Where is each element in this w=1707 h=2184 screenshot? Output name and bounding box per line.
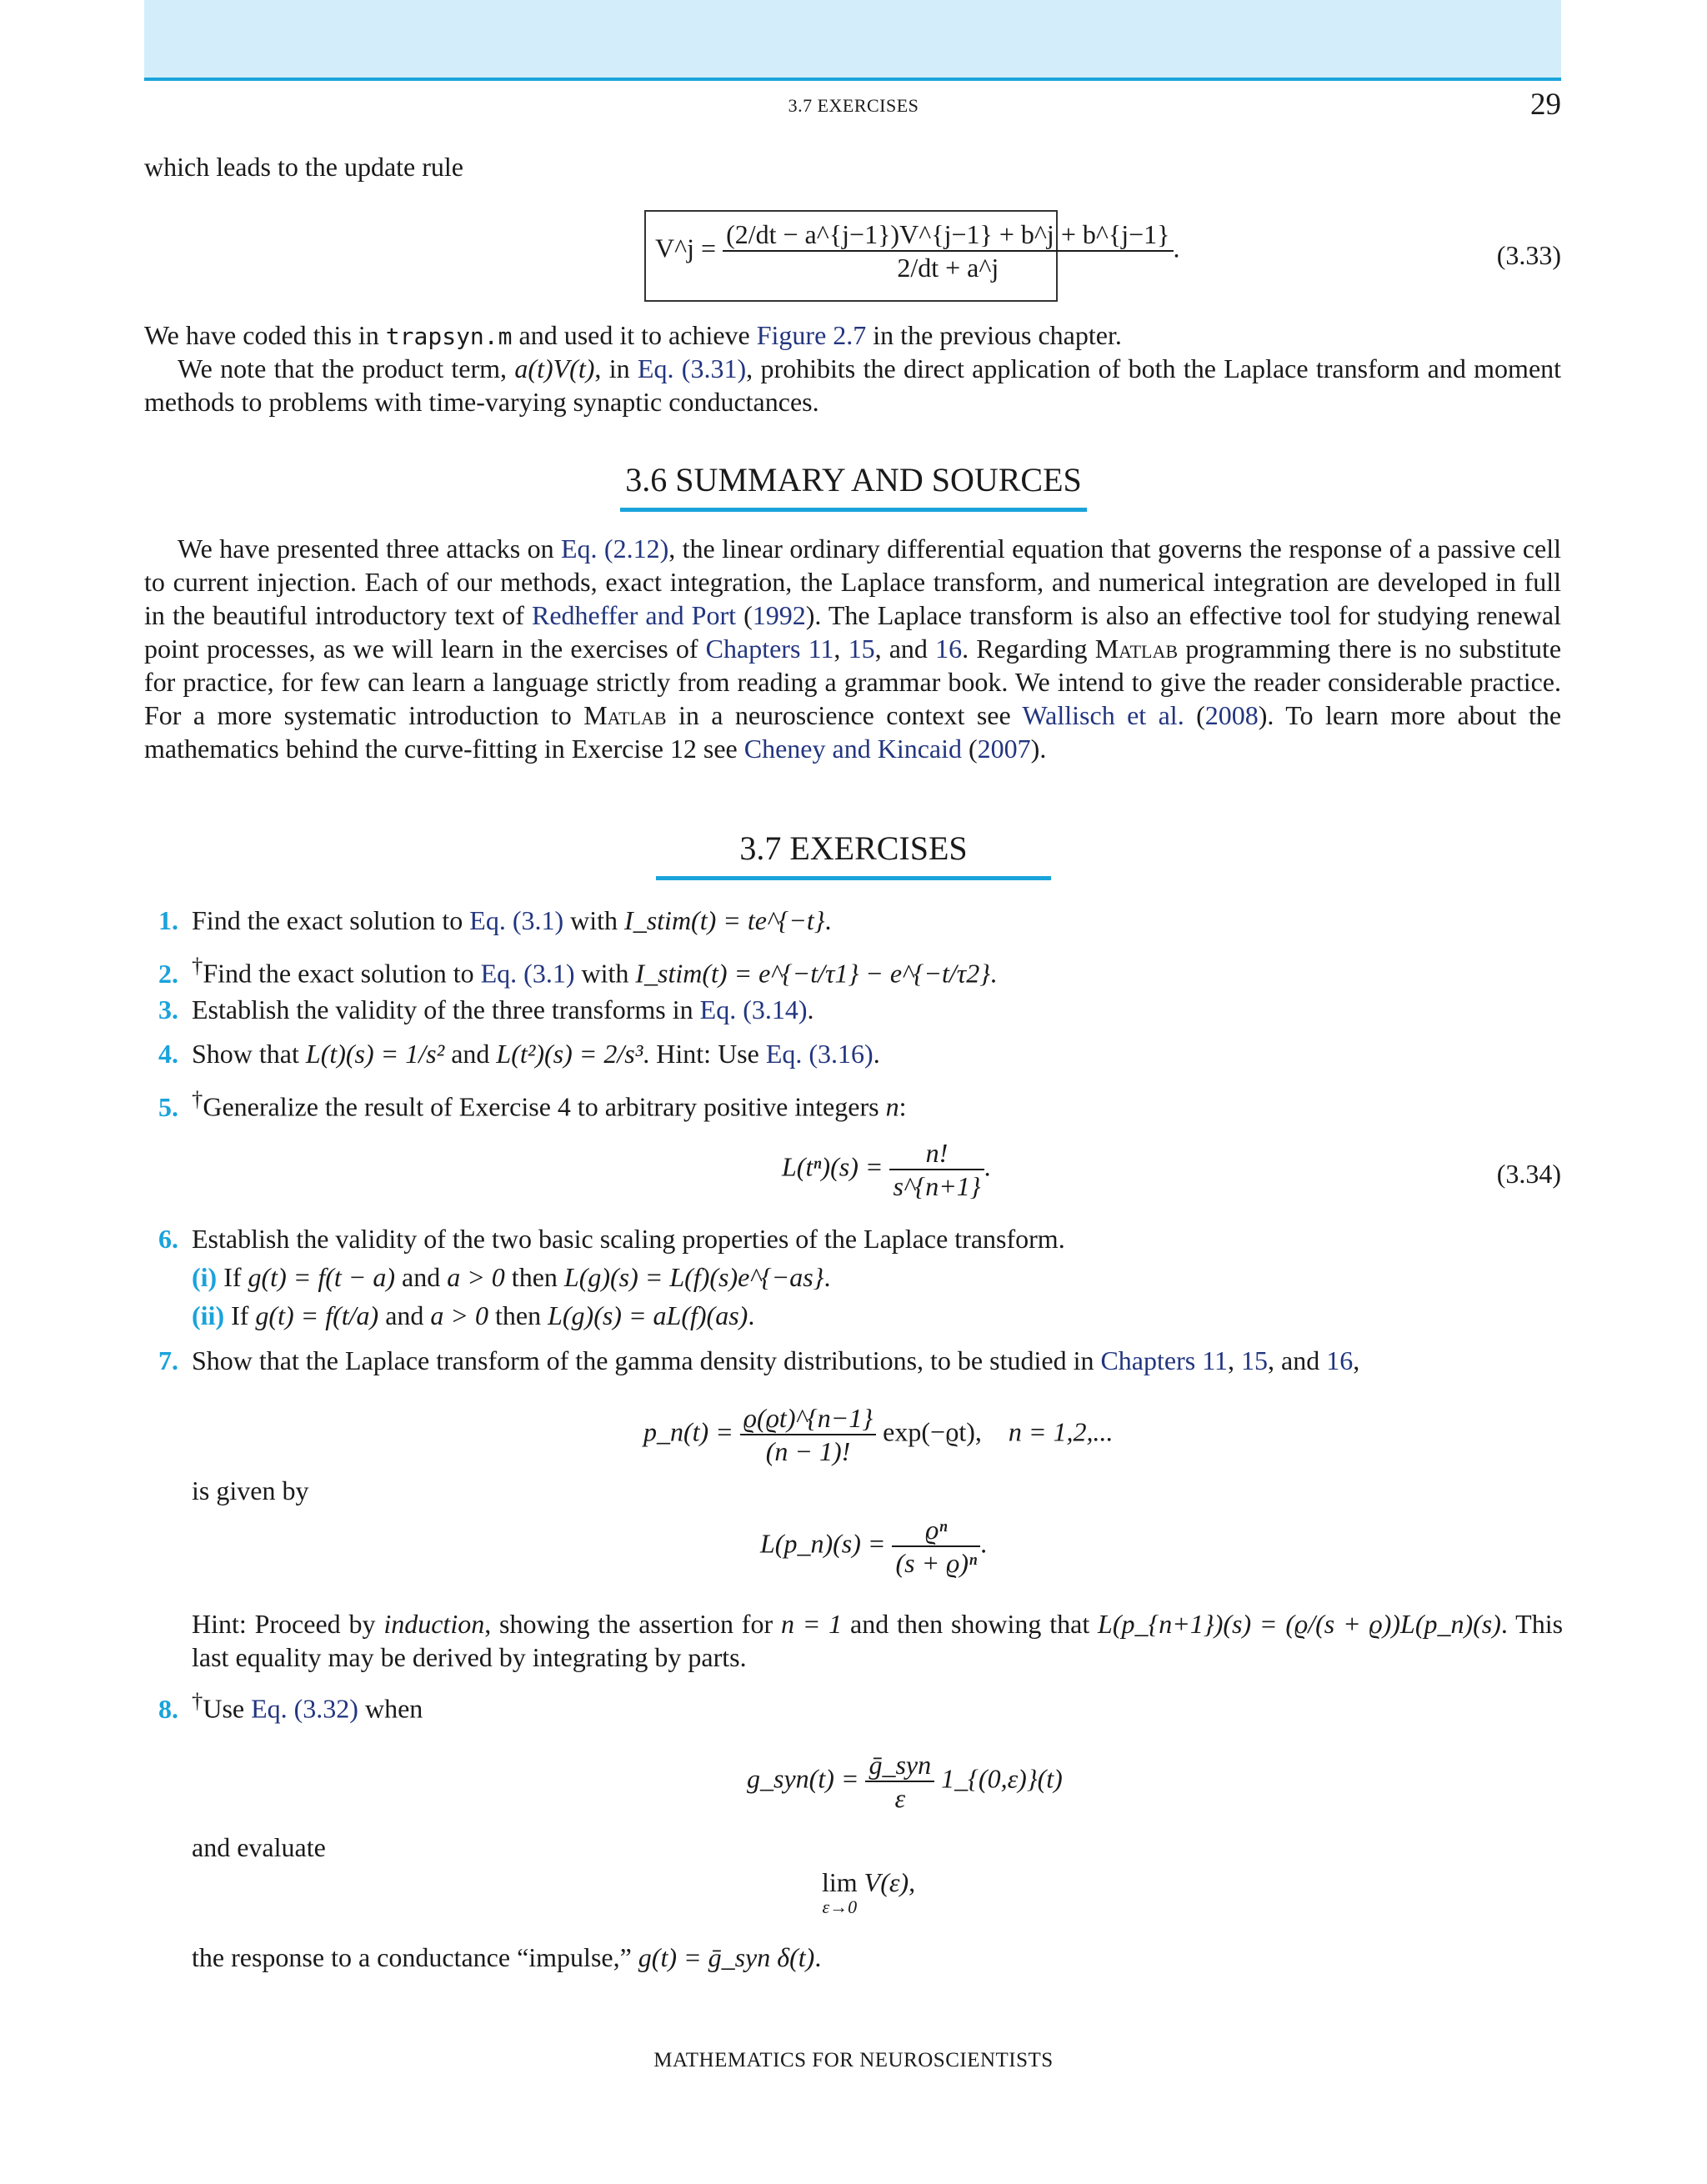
- exercise-text: Establish the validity of the three transforms in: [192, 994, 700, 1024]
- exercise-8-last: [192, 1941, 1563, 1974]
- summary-text: ,: [833, 634, 848, 664]
- eq334-fraction: [889, 1137, 984, 1202]
- summary-text: . Regarding: [962, 634, 1095, 664]
- equation-number-3-33: (3.33): [1496, 240, 1561, 270]
- summary-text: (: [736, 600, 753, 630]
- link-2008[interactable]: 2008: [1204, 700, 1259, 730]
- code-filename: trapsyn.m: [385, 323, 513, 350]
- exercise-text: .: [823, 1262, 831, 1292]
- hint-text: and then showing that: [842, 1609, 1099, 1639]
- subexercise-number: (i): [192, 1262, 218, 1292]
- equation-3-34: L(tⁿ)(s) = $\frac{n!}{s\^{}\{n+1\}}$ .: [782, 1138, 991, 1201]
- matlab-name: Matlab: [583, 700, 667, 730]
- hint-math: n = 1: [780, 1609, 843, 1639]
- equation-3-33: V^j = $\frac{(2/dt - a\^{}\{j-1\})V\^{}\{j-1\} + b\^{}j + b\^{}\{j-1\}}{2/dt + a\^{}j}$ .: [655, 219, 1180, 283]
- eq334-lhs: L(tⁿ)(s) =: [782, 1151, 884, 1182]
- exercise-6-ii: [192, 1299, 754, 1332]
- matlab-name: Matlab: [1094, 634, 1179, 664]
- eq333-denominator: 2/dt + a^j: [897, 253, 999, 283]
- exercise-text: ,: [1353, 1345, 1360, 1375]
- eqgsyn-denominator: ε: [894, 1783, 906, 1813]
- summary-text: We have presented three attacks on: [178, 533, 561, 564]
- exercise-text: .: [990, 958, 998, 989]
- exercise-number: 1.: [158, 905, 178, 935]
- exercise-text: If: [231, 1300, 256, 1330]
- eqpn-exp: exp(−ϱt),: [883, 1416, 982, 1447]
- limit-label: lim: [822, 1867, 858, 1897]
- para2-text-3: , prohibits the direct application of both the Laplace transform and moment methods to problems with time-varying synaptic conductances.: [144, 353, 1562, 417]
- eqgsyn-indicator: 1_{(0,ε)}(t): [941, 1763, 1063, 1794]
- exercise-text: . Hint: Use: [643, 1039, 766, 1069]
- summary-text: , and: [874, 634, 936, 664]
- summary-text: (: [1184, 700, 1205, 730]
- link-eq-3-32[interactable]: Eq. (3.32): [251, 1693, 358, 1724]
- link-eq-3-1[interactable]: Eq. (3.1): [469, 905, 564, 935]
- exercise-math: g(t) = f(t/a): [255, 1300, 379, 1330]
- exercise-math: I_stim(t) = e^{−t/τ1} − e^{−t/τ2}: [635, 958, 991, 989]
- eqpn-lhs: p_n(t) =: [643, 1416, 733, 1447]
- para1-text-2: and used it to achieve: [512, 320, 757, 350]
- para2-text-2: , in: [594, 353, 638, 383]
- link-wallisch[interactable]: Wallisch et al.: [1022, 700, 1184, 730]
- running-head: 3.7 EXERCISES: [788, 95, 919, 116]
- eqlpn-tail: .: [980, 1528, 988, 1559]
- exercise-text: Show that: [192, 1039, 306, 1069]
- exercise-math: L(t)(s) = 1/s²: [305, 1039, 445, 1069]
- equation-limit: [822, 1867, 915, 1917]
- exercise-text: .: [824, 905, 832, 935]
- para1-text-3: in the previous chapter.: [866, 320, 1122, 350]
- exercise-text: .: [807, 994, 814, 1024]
- equation-laplace-pn: [760, 1514, 987, 1579]
- exercise-number: 4.: [158, 1039, 178, 1069]
- summary-text: programming there is no substitute for practice, for few can learn a language strictly from reading a grammar book. We intend to give the reader considerable practice. For a more systematic introduction to: [144, 634, 1562, 730]
- eq333-fraction: [723, 218, 1173, 283]
- eq334-numerator: n!: [889, 1137, 984, 1170]
- eq333-numerator: (2/dt − a^{j−1})V^{j−1} + b^j + b^{j−1}: [723, 218, 1173, 252]
- exercise-text: Use: [203, 1693, 252, 1724]
- eqpn-denominator: (n − 1)!: [765, 1436, 851, 1466]
- section-heading-3-6: [0, 460, 1707, 512]
- summary-text: ).: [1030, 734, 1047, 764]
- summary-text: ). The Laplace transform is also an effective tool for studying renewal point processes, as we will learn in the exercises of: [144, 600, 1562, 664]
- exercise-text: Establish the validity of the two basic scaling properties of the Laplace transform.: [192, 1224, 1065, 1254]
- para2-text-1: We note that the product term,: [178, 353, 515, 383]
- footer-book-title: MATHEMATICS FOR NEUROSCIENTISTS: [653, 2049, 1054, 2071]
- summary-paragraph: [144, 532, 1561, 765]
- equation-gamma-density: [643, 1402, 1113, 1467]
- exercise-4: [158, 1037, 1567, 1070]
- link-redheffer-port[interactable]: Redheffer and Port: [531, 600, 736, 630]
- exercise-number: 5.: [158, 1091, 178, 1122]
- exercise-text: and: [395, 1262, 448, 1292]
- link-eq-3-16[interactable]: Eq. (3.16): [765, 1039, 874, 1069]
- limit-subscript: ε→0: [822, 1896, 858, 1917]
- exercise-6: [158, 1222, 1567, 1255]
- eq333-lhs: V^j =: [655, 233, 717, 263]
- exercise-text: ,: [1228, 1345, 1242, 1375]
- eqgsyn-numerator: ḡ_syn: [865, 1749, 934, 1782]
- exercise-text: with: [574, 958, 636, 989]
- exercise-number: 7.: [158, 1345, 178, 1375]
- exercise-math: I_stim(t) = te^{−t}: [624, 905, 825, 935]
- link-eq-3-14[interactable]: Eq. (3.14): [699, 994, 808, 1024]
- section-title-3-6: 3.6 SUMMARY AND SOURCES: [620, 460, 1087, 512]
- eqpn-range: n = 1,2,...: [1008, 1416, 1114, 1447]
- link-chapter-16[interactable]: 16: [935, 634, 963, 664]
- exercise-math: L(t²)(s) = 2/s³: [496, 1039, 643, 1069]
- exercise-math: L(g)(s) = aL(f)(as): [548, 1300, 748, 1330]
- eqlpn-numerator: ϱⁿ: [892, 1514, 980, 1547]
- dagger-mark: †: [192, 953, 203, 978]
- header-band: [144, 0, 1561, 81]
- intro-line: which leads to the update rule: [144, 152, 463, 182]
- page-number: 29: [1530, 88, 1561, 122]
- summary-text: , the linear ordinary differential equation that governs the response of a passive cell to current injection. Each of our methods, exact integration, the Laplace transform, and numerical integration are developed in full in the beautiful introductory text of: [144, 533, 1562, 630]
- link-chapter-15[interactable]: 15: [848, 634, 875, 664]
- equation-number-3-34: (3.34): [1496, 1159, 1561, 1189]
- subexercise-number: (ii): [192, 1300, 225, 1330]
- link-chapters-11[interactable]: Chapters 11: [1100, 1345, 1229, 1375]
- exercise-text: If: [223, 1262, 248, 1292]
- exercise-number: 8.: [158, 1693, 178, 1724]
- exercise-5: [158, 1082, 1567, 1124]
- last-text: the response to a conductance “impulse,”: [192, 1942, 638, 1972]
- exercise-1: [158, 904, 1567, 937]
- exercise-text: when: [358, 1693, 423, 1724]
- section-title-3-7: 3.7 EXERCISES: [656, 829, 1050, 880]
- eqpn-numerator: ϱ(ϱt)^{n−1}: [740, 1402, 876, 1435]
- exercise-text: then: [488, 1300, 548, 1330]
- exercise-text: , and: [1268, 1345, 1327, 1375]
- exercise-7: [158, 1344, 1567, 1377]
- exercise-text: .: [748, 1300, 755, 1330]
- limit-expression: V(ε),: [864, 1867, 916, 1897]
- exercise-number: 6.: [158, 1224, 178, 1254]
- exercise-math: a > 0: [430, 1300, 488, 1330]
- link-2007[interactable]: 2007: [977, 734, 1031, 764]
- dagger-mark: †: [192, 1086, 203, 1111]
- summary-text: in a neuroscience context see: [666, 700, 1023, 730]
- link-chapters-11[interactable]: Chapters 11: [705, 634, 834, 664]
- exercise-math: g(t) = f(t − a): [248, 1262, 395, 1292]
- link-chapter-16[interactable]: 16: [1326, 1345, 1354, 1375]
- and-evaluate-text: and evaluate: [192, 1832, 326, 1862]
- exercise-text: .: [873, 1039, 880, 1069]
- given-by-text: is given by: [192, 1475, 309, 1505]
- section-heading-3-7: [0, 829, 1707, 880]
- eq334-denominator: s^{n+1}: [893, 1171, 981, 1201]
- exercise-2: [158, 949, 1567, 990]
- eqlpn-fraction: [892, 1514, 980, 1579]
- exercise-math: n: [885, 1091, 899, 1122]
- equation-gsyn: [747, 1749, 1063, 1814]
- exercise-6-i: [192, 1260, 830, 1294]
- link-chapter-15[interactable]: 15: [1241, 1345, 1269, 1375]
- exercise-text: Generalize the result of Exercise 4 to arbitrary positive integers: [203, 1091, 886, 1122]
- exercise-number: 3.: [158, 994, 178, 1024]
- hint-text: . This last equality may be derived by integrating by parts.: [192, 1609, 1564, 1672]
- para1-text-1: We have coded this in: [144, 320, 386, 350]
- eqgsyn-lhs: g_syn(t) =: [747, 1763, 859, 1794]
- hint-text: , showing the assertion for: [484, 1609, 781, 1639]
- exercise-text: with: [563, 905, 625, 935]
- exercise-text: and: [378, 1300, 431, 1330]
- exercise-text: Find the exact solution to: [192, 905, 470, 935]
- dagger-mark: †: [192, 1688, 203, 1713]
- exercise-3: [158, 993, 1567, 1026]
- hint-text: Hint: Proceed by: [192, 1609, 384, 1639]
- product-term-math: a(t)V(t): [514, 353, 595, 383]
- link-eq-3-31[interactable]: Eq. (3.31): [637, 353, 747, 383]
- paragraph-code: [144, 318, 1561, 353]
- last-text: .: [814, 1942, 822, 1972]
- exercise-text: :: [899, 1091, 907, 1122]
- exercise-text: then: [504, 1262, 564, 1292]
- link-cheney-kincaid[interactable]: Cheney and Kincaid: [743, 734, 962, 764]
- limit-operator: [822, 1867, 858, 1917]
- paragraph-product-term: [144, 352, 1561, 418]
- exercise-number: 2.: [158, 958, 178, 989]
- link-1992[interactable]: 1992: [752, 600, 806, 630]
- link-eq-3-1[interactable]: Eq. (3.1): [480, 958, 575, 989]
- hint-math: L(p_{n+1})(s) = (ϱ/(s + ϱ))L(p_n)(s): [1098, 1609, 1501, 1639]
- exercise-math: a > 0: [447, 1262, 505, 1292]
- summary-text: ). To learn more about the mathematics behind the curve-fitting in Exercise 12 see: [144, 700, 1562, 764]
- summary-text: (: [962, 734, 978, 764]
- eqpn-fraction: [740, 1402, 876, 1467]
- exercise-math: L(g)(s) = L(f)(s)e^{−as}: [563, 1262, 824, 1292]
- link-figure-2-7[interactable]: Figure 2.7: [756, 320, 867, 350]
- eqlpn-lhs: L(p_n)(s) =: [760, 1528, 886, 1559]
- eqgsyn-fraction: [865, 1749, 934, 1814]
- hint-emphasis: induction: [383, 1609, 485, 1639]
- exercise-8: [158, 1684, 1567, 1726]
- exercise-7-hint: [192, 1607, 1563, 1674]
- exercise-text: and: [444, 1039, 497, 1069]
- exercise-text: Find the exact solution to: [203, 958, 481, 989]
- link-eq-2-12[interactable]: Eq. (2.12): [561, 533, 669, 564]
- exercise-text: Show that the Laplace transform of the gamma density distributions, to be studied in: [192, 1345, 1101, 1375]
- last-math: g(t) = ḡ_syn δ(t): [638, 1942, 815, 1972]
- eqlpn-denominator: (s + ϱ)ⁿ: [895, 1548, 978, 1578]
